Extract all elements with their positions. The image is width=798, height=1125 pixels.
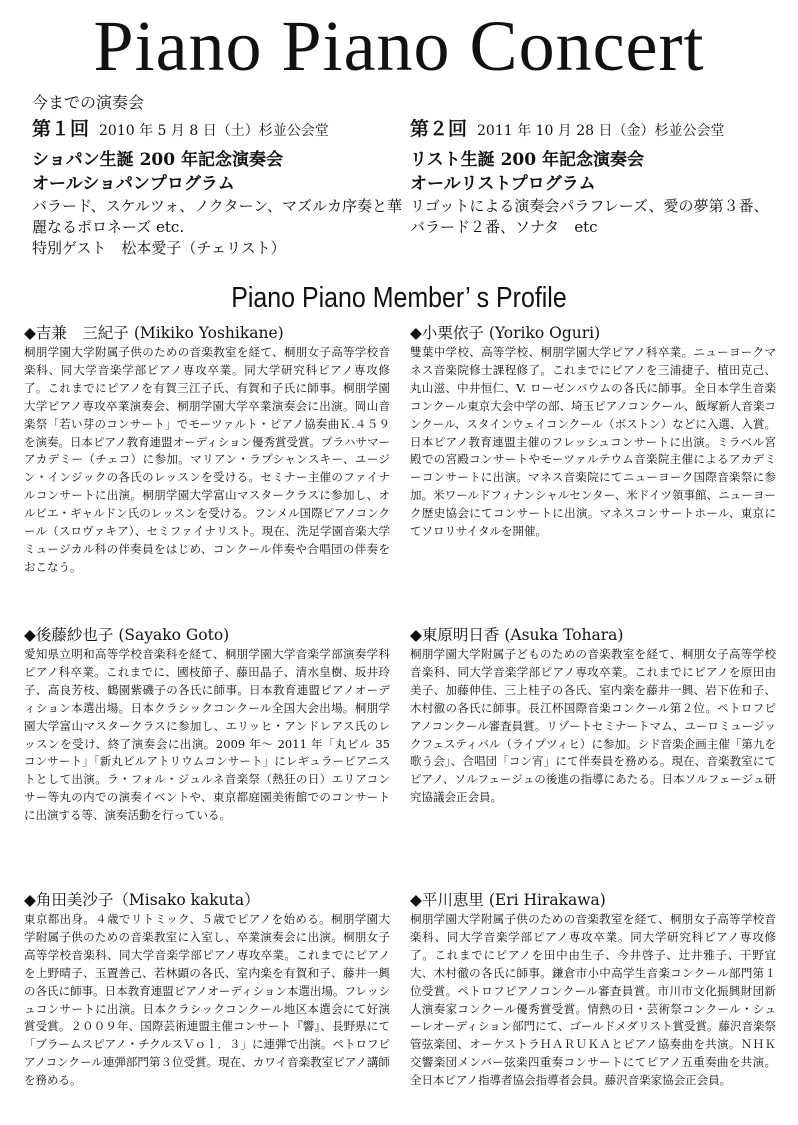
- member-bio: 桐朋学園大学附属子供のための音楽教室を経て、桐朋女子高等学校音楽科、同大学音楽学部ピアノ専攻卒業。同大学研究科ピアノ専攻修了。これまでにピアノを有賀三江子氏、有賀和子氏に師事。桐朋学園大学ピアノ専攻卒業演奏会、桐朋学園大学卒業演奏会に出演。岡山音楽祭「若い芽のコンサート」でモーツァルト・ピアノ協奏曲Ｋ.４５９を演奏。日本ピアノ教育連盟オーディション優秀賞受賞。プラハサマーアカデミー（チェコ）に参加。マリアン・ラプシャンスキー、ユージン・インジックの各氏のレッスンを受ける。セミナー主催のファイナルコンサートに出演。桐朋学園大学富山マスタークラスに参加し、オルビエ・ギャルドン氏のレッスンを受ける。フンメル国際ピアノコンクール（スロヴァキア）、セミファイナリスト。現在、洗足学園音楽大学ミュージカル科の伴奏員をはじめ、コンクール伴奏や合唱団の伴奏をおこなう。: [24, 345, 390, 574]
- member-name: ◆東原明日香 (Asuka Tohara): [410, 626, 624, 644]
- concert-title: リスト生誕 200 年記念演奏会: [410, 150, 644, 170]
- member-profile-oguri: [410, 322, 776, 541]
- concert-number: 第２回: [410, 118, 468, 140]
- member-bio: 愛知県立明和高等学校音楽科を経て、桐朋学園大学音楽学部演奏学科ピアノ科卒業。これまでに、國枝節子、藤田晶子、清水皇樹、坂井玲子、高良芳枝、鶴園紫磯子の各氏に師事。日本教育連盟ピアノオーディション本選出場。日本クラシックコンクール全国大会出場。桐朋学園大学富山マスタークラスに参加し、エリッヒ・アンドレアス氏のレッスンを受け、終了演奏会に出演。2009 年～ 2011 年「丸ビル 35 コンサート」「新丸ビルアトリウムコンサート」にレギュラーピアニストとして出演。ラ・フォル・ジュルネ音楽祭（熱狂の日）エリアコンサー等丸の内での演奏イベントや、東京都庭園美術館でのコンサートに出演する等、演奏活動を行っている。: [24, 647, 390, 823]
- concert-2: [410, 118, 782, 238]
- concert-program: バラード、スケルツォ、ノクターン、マズルカ序奏と華麗なるポロネーズ etc.: [32, 197, 403, 236]
- concert-date-venue: 2010 年 5 月 8 日（土）杉並公会堂: [99, 123, 329, 139]
- member-name: ◆吉兼 三紀子 (Mikiko Yoshikane): [24, 324, 284, 342]
- concert-date-venue: 2011 年 10 月 28 日（金）杉並公会堂: [477, 123, 725, 139]
- concert-program: リゴットによる演奏会パラフレーズ、愛の夢第３番、バラード２番、ソナタ etc: [410, 197, 769, 236]
- concert-number: 第１回: [32, 118, 90, 140]
- member-profile-tohara: [410, 624, 776, 807]
- member-name: ◆角田美沙子（Misako kakuta）: [24, 891, 260, 909]
- concert-program-title: オールリストプログラム: [410, 174, 596, 194]
- member-profile-hirakawa: [410, 889, 776, 1090]
- member-profile-kakuta: [24, 889, 390, 1090]
- past-concerts-heading: 今までの演奏会: [32, 93, 145, 112]
- concert-title: ショパン生誕 200 年記念演奏会: [32, 150, 283, 170]
- member-name: ◆後藤紗也子 (Sayako Goto): [24, 626, 230, 644]
- member-name: ◆小栗依子 (Yoriko Oguri): [410, 324, 601, 342]
- member-bio: 桐朋学園大学附属子どものための音楽教室を経て、桐朋女子高等学校音楽科、同大学音楽学部ピアノ専攻卒業。これまでにピアノを原田由美子、加藤伸佳、三上桂子の各氏、室内楽を藤井一興、岩下佐和子、木村徹の各氏に師事。長江杯国際音楽コンクール第２位。ペトロフピアノコンクール審査員賞。リゾートセミナートマム、ユーロミュージックフェスティバル（ライプツィヒ）に参加。シド音楽企画主催「第九を歌う会」、合唱団「コン宵」にて伴奏員を務める。現在、音楽教室にてピアノ、ソルフェージュの後進の指導にあたる。日本ソルフェージュ研究協議会正会員。: [410, 647, 776, 805]
- member-bio: 桐朋学園大学附属子供のための音楽教室を経て、桐朋女子高等学校音楽科、同大学音楽学部ピアノ専攻卒業。同大学研究科ピアノ専攻修了。これまでにピアノを田中由生子、今井啓子、辻井雅子、干野宜大、木村徹の各氏に師事。鎌倉市小中高学生音楽コンクール部門第１位受賞。ペトロフピアノコンクール審査員賞。市川市文化振興財団新人演奏家コンクール優秀賞受賞。情熱の日・芸術祭コンクール・シューレオーディション部門にて、ゴールドメダリスト賞受賞。藤沢音楽祭管弦楽団、オーケストラＨＡＲＵＫＡとピアノ協奏曲を共演。ＮＨＫ交響楽団メンバー弦楽四重奏コンサートにてピアノ五重奏曲を共演。全日本ピアノ指導者協会指導者会員。藤沢音楽家協会正会員。: [410, 912, 776, 1088]
- member-profile-yoshikane: [24, 322, 390, 577]
- member-profile-goto: [24, 624, 390, 825]
- member-bio: 雙葉中学校、高等学校、桐朋学園大学ピアノ科卒業。ニューヨークマネス音楽院修士課程修了。これまでにピアノを三浦捷子、植田克己、丸山滋、中井恒仁、V. ローゼンバウムの各氏に師事。全日本学生音楽コンクール東京大会中学の部、埼玉ピアノコンクール、飯塚新人音楽コンクール、スタインウェイコンクール（ボストン）などに入選、入賞。日本ピアノ教育連盟主催のフレッシュコンサートに出演。ミラベル宮殿での宮殿コンサートやモーツァルテウム音楽院主催によるアカデミーコンサートに出演。マネス音楽院にてニューヨーク国際音楽祭に参加。米ワールドフィナンシャルセンター、米ドイツ領事館、ニューヨーク歴史協会にてコンサートに出演。マネスコンサートホール、東京にてソロリサイタルを開催。: [410, 345, 776, 539]
- concert-guest: 特別ゲスト 松本愛子（チェリスト）: [32, 239, 286, 257]
- member-name: ◆平川恵里 (Eri Hirakawa): [410, 891, 606, 909]
- concert-1: [32, 118, 404, 259]
- member-bio: 東京都出身。４歳でリトミック、５歳でピアノを始める。桐朋学園大学附属子供のための音楽教室に入室し、卒業演奏会に出演。桐朋女子高等学校音楽科、同大学音楽学部ピアノ専攻卒業。これまでにピアノを上野晴子、玉置善己、若林顕の各氏、室内楽を有賀和子、藤井一興の各氏に師事。日本教育連盟ピアノオーディション本選出場。フレッシュコンサートに出演。日本クラシックコンクール地区本選会にて好演賞受賞。２００９年、国際芸術連盟主催コンサート『響』、長野県にて「ブラームスピアノ・チクルスＶｏｌ．３」に連弾で出演。ペトロフピアノコンクール連弾部門第３位受賞。現在、カワイ音楽教室ピアノ講師を務める。: [24, 912, 390, 1088]
- page-title: Piano Piano Concert: [93, 6, 705, 86]
- concert-program-title: オールショパンプログラム: [32, 174, 235, 194]
- profile-heading: Piano Piano Member’ s Profile: [231, 282, 567, 314]
